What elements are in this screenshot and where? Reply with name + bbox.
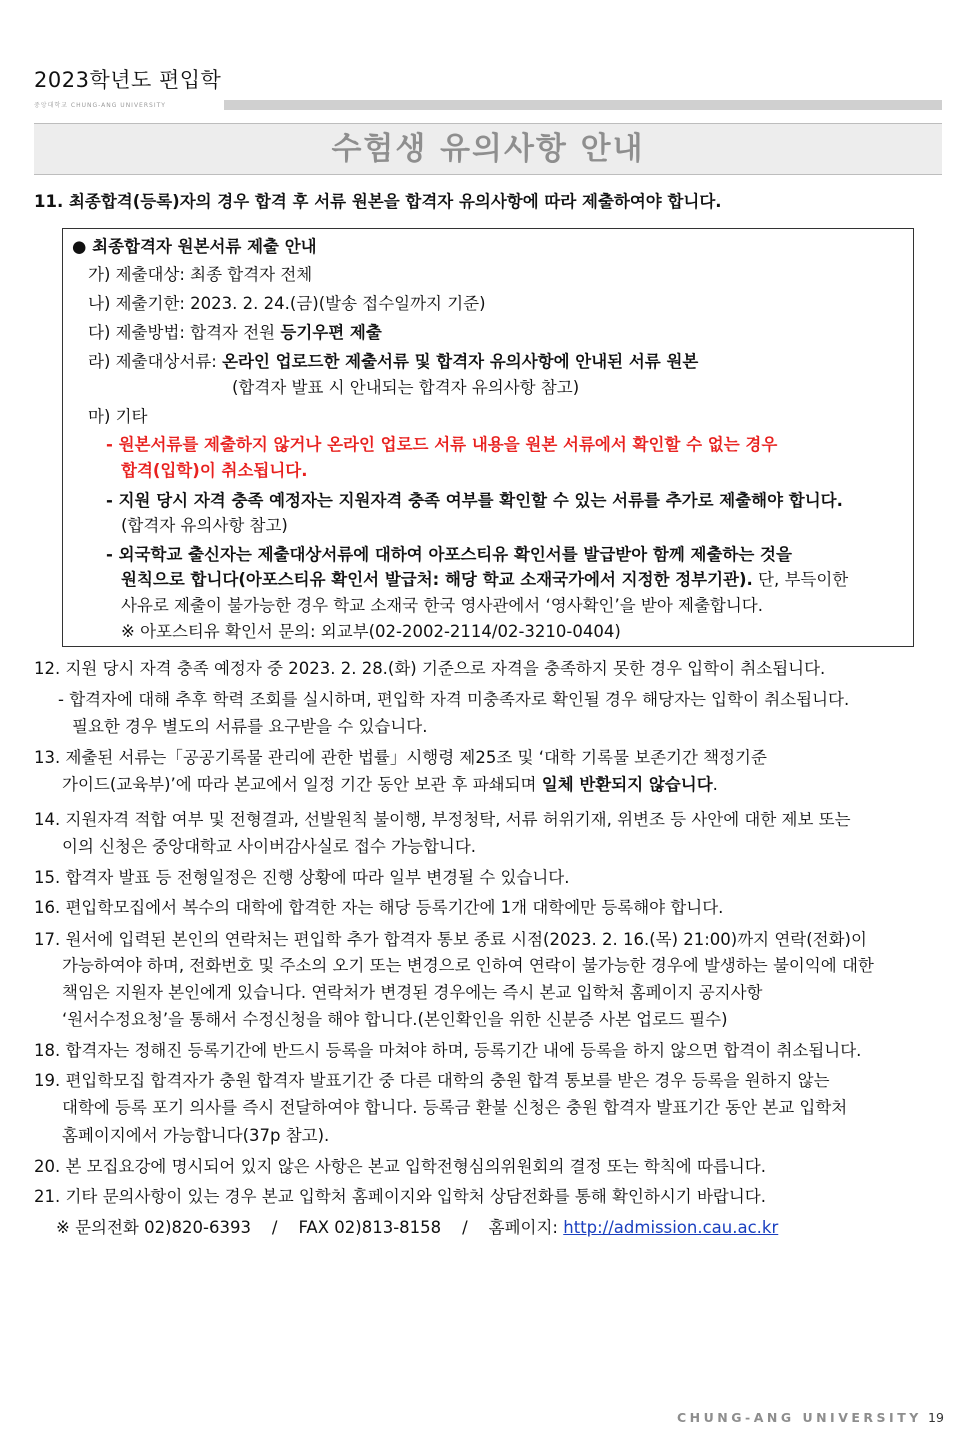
box-item-da-text: 다) 제출방법: 합격자 전원 [88, 323, 281, 342]
item-12-sub-1: - 합격자에 대해 추후 학력 조회를 실시하며, 편입학 자격 미충족자로 확인될 경우 해당자는 입학이 취소됩니다. [58, 690, 850, 709]
item-21: 21. 기타 문의사항이 있는 경우 본교 입학처 홈페이지와 입학처 상담전화를 통해 확인하시기 바랍니다. [34, 1187, 766, 1206]
box-detail-1-line-2: 합격(입학)이 취소됩니다. [121, 461, 308, 480]
item-13-text: 가이드(교육부)’에 따라 본교에서 일정 기간 동안 보관 후 파쇄되며 [62, 775, 542, 794]
box-item-da-bold: 등기우편 제출 [280, 323, 382, 342]
item-19-line-2: 대학에 등록 포기 의사를 즉시 전달하여야 합니다. 등록금 환불 신청은 충원 합격자 발표기간 동안 본교 입학처 [62, 1098, 848, 1117]
box-item-da [88, 322, 382, 344]
item-19-line-3: 홈페이지에서 가능합니다(37p 참고). [62, 1126, 330, 1145]
item-17-line-3: 책임은 지원자 본인에게 있습니다. 연락처가 변경된 경우에는 즉시 본교 입학처 홈페이지 공지사항 [62, 983, 763, 1002]
item-13-bold: 일체 반환되지 않습니다 [541, 775, 713, 794]
box-item-ra-text: 라) 제출대상서류: [88, 352, 223, 371]
item-14-line-2: 이의 신청은 중앙대학교 사이버감사실로 접수 가능합니다. [62, 837, 477, 856]
item-13-period: . [712, 775, 718, 794]
box-detail-3-line-2 [121, 569, 848, 591]
item-18: 18. 합격자는 정해진 등록기간에 반드시 등록을 마쳐야 하며, 등록기간 내에 등록을 하지 않으면 합격이 취소됩니다. [34, 1041, 862, 1060]
section-banner [34, 123, 942, 175]
item-11: 11. 최종합격(등록)자의 경우 합격 후 서류 원본을 합격자 유의사항에 따라 제출하여야 합니다. [34, 192, 722, 211]
item-17-line-1: 17. 원서에 입력된 본인의 연락처는 편입학 추가 합격자 통보 종료 시점(2023. 2. 16.(목) 21:00)까지 연락(전화)이 [34, 930, 867, 949]
box-detail-3-line-4: ※ 아포스티유 확인서 문의: 외교부(02-2002-2114/02-3210-0404) [121, 622, 621, 641]
item-15: 15. 합격자 발표 등 전형일정은 진행 상황에 따라 일부 변경될 수 있습니다. [34, 868, 570, 887]
box-detail-3-line-3: 사유로 제출이 불가능한 경우 학교 소재국 한국 영사관에서 ‘영사확인’을 받아 제출합니다. [121, 596, 763, 615]
header-bar [224, 100, 942, 110]
contact-text: ※ 문의전화 02)820-6393 / FAX 02)813-8158 / 홈페이지: [56, 1218, 564, 1237]
item-12: 12. 지원 당시 자격 충족 예정자 중 2023. 2. 28.(화) 기준으로 자격을 충족하지 못한 경우 입학이 취소됩니다. [34, 659, 826, 678]
item-19-line-1: 19. 편입학모집 합격자가 충원 합격자 발표기간 중 다른 대학의 충원 합격 통보를 받은 경우 등록을 원하지 않는 [34, 1071, 830, 1090]
homepage-link[interactable]: http://admission.cau.ac.kr [563, 1218, 779, 1237]
footer-brand: CHUNG-ANG UNIVERSITY [677, 1410, 922, 1425]
item-17-line-4: ‘원서수정요청’을 통해서 수정신청을 해야 합니다.(본인확인을 위한 신분증 사본 업로드 필수) [62, 1010, 728, 1029]
document-title: 2023학년도 편입학 [34, 68, 222, 92]
page-number: 19 [928, 1410, 944, 1425]
item-13-line-2 [62, 774, 718, 796]
box-detail-3-line-1: - 외국학교 출신자는 제출대상서류에 대하여 아포스티유 확인서를 발급받아 함께 제출하는 것을 [106, 545, 792, 564]
box-item-ga: 가) 제출대상: 최종 합격자 전체 [88, 265, 313, 284]
contact-line [56, 1217, 778, 1239]
box-item-ra-bold: 온라인 업로드한 제출서류 및 합격자 유의사항에 안내된 서류 원본 [222, 352, 699, 371]
box-detail-3-bold: 원칙으로 합니다(아포스티유 확인서 발급처: 해당 학교 소재국가에서 지정한 정부기관). [121, 570, 753, 589]
box-detail-3-rest: 단, 부득이한 [752, 570, 849, 589]
box-detail-2-line-2: (합격자 유의사항 참고) [121, 516, 288, 535]
box-detail-1-line-1: - 원본서류를 제출하지 않거나 온라인 업로드 서류 내용을 원본 서류에서 확인할 수 없는 경우 [106, 435, 778, 454]
box-detail-2-line-1: - 지원 당시 자격 충족 예정자는 지원자격 충족 여부를 확인할 수 있는 서류를 추가로 제출해야 합니다. [106, 491, 843, 510]
item-20: 20. 본 모집요강에 명시되어 있지 않은 사항은 본교 입학전형심의위원회의 결정 또는 학칙에 따릅니다. [34, 1157, 766, 1176]
item-14-line-1: 14. 지원자격 적합 여부 및 전형결과, 선발원칙 불이행, 부정청탁, 서류 허위기재, 위변조 등 사안에 대한 제보 또는 [34, 810, 851, 829]
item-17-line-2: 가능하여야 하며, 전화번호 및 주소의 오기 또는 변경으로 인하여 연락이 불가능한 경우에 발생하는 불이익에 대한 [62, 956, 874, 975]
box-item-na: 나) 제출기한: 2023. 2. 24.(금)(발송 접수일까지 기준) [88, 294, 486, 313]
box-heading: ● 최종합격자 원본서류 제출 안내 [72, 237, 317, 256]
item-12-sub-2: 필요한 경우 별도의 서류를 요구받을 수 있습니다. [72, 717, 428, 736]
box-item-ra-note: (합격자 발표 시 안내되는 합격자 유의사항 참고) [232, 378, 580, 397]
university-wordmark: 중앙대학교 CHUNG-ANG UNIVERSITY [34, 102, 166, 109]
item-13-line-1: 13. 제출된 서류는「공공기록물 관리에 관한 법률」시행령 제25조 및 ‘대학 기록물 보존기간 책정기준 [34, 748, 767, 767]
box-item-ma: 마) 기타 [88, 407, 148, 426]
box-item-ra [88, 351, 698, 373]
item-16: 16. 편입학모집에서 복수의 대학에 합격한 자는 해당 등록기간에 1개 대학에만 등록해야 합니다. [34, 898, 724, 917]
banner-title: 수험생 유의사항 안내 [331, 131, 645, 167]
